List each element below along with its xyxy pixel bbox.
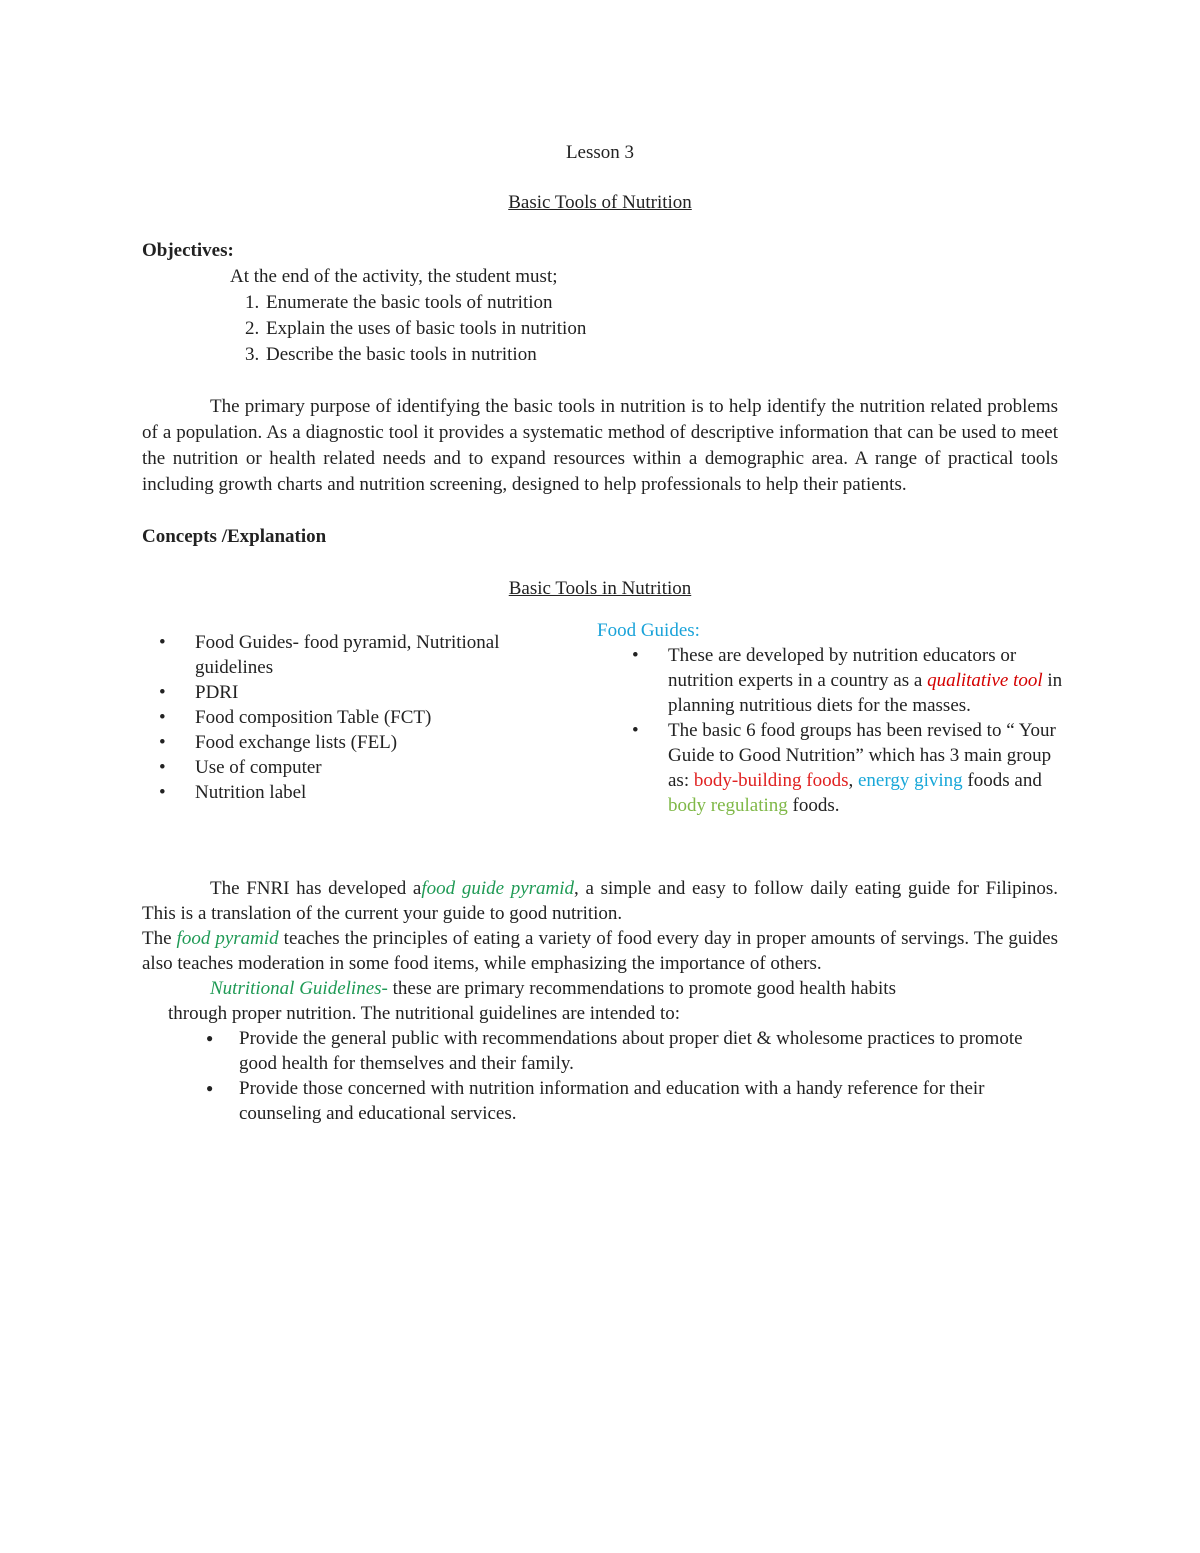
fnri-text: , a simple and easy to follow daily eating guide for Filipinos. This is a translation of the current your guide to good nutrition. <box>142 878 1058 924</box>
guideline-item: ● Provide the general public with recommendations about proper diet & wholesome practices to promote good health for themselves and their family. <box>142 1026 1059 1076</box>
food-guides-item <box>597 643 1067 718</box>
intro-paragraph: The primary purpose of identifying the basic tools in nutrition is to help identify the nutrition related problems of a population. As a diagnostic tool it provides a systematic method of descriptive information that can be used to meet the nutrition or health related needs and to expand resources within a demographic area. A range of practical tools including growth charts and nutrition screening, designed to help professionals to help their patients. <box>142 396 1058 495</box>
tools-list <box>142 630 562 805</box>
tool-item: • Nutrition label <box>142 780 562 805</box>
tool-item: • PDRI <box>142 680 562 705</box>
objective-item: 3. Describe the basic tools in nutrition <box>264 342 1058 368</box>
objectives-intro: At the end of the activity, the student must; <box>230 266 558 287</box>
food-guides-column <box>597 618 1067 818</box>
food-pyramid-paragraph <box>142 926 1058 976</box>
energy-giving-foods: energy giving <box>858 770 963 791</box>
guidelines-intro <box>210 976 1058 1001</box>
objective-item: 1. Enumerate the basic tools of nutrition <box>264 290 1058 316</box>
food-guide-pyramid-highlight: food guide pyramid <box>421 878 575 899</box>
food-pyramid-highlight: food pyramid <box>176 928 279 949</box>
guidelines-continuation: through proper nutrition. The nutritional guidelines are intended to: <box>168 1003 681 1024</box>
body-building-foods: body-building foods <box>693 770 849 791</box>
guideline-item: ● Provide those concerned with nutrition information and education with a handy reference for their counseling and educational services. <box>142 1076 1059 1126</box>
tools-subtitle-text: Basic Tools in Nutrition <box>508 578 692 599</box>
food-pyramid-text: teaches the principles of eating a variety of food every day in proper amounts of servings. The guides also teaches moderation in some food items, while emphasizing the importance of others. <box>142 928 1058 974</box>
guidelines-text: these are primary recommendations to promote good health habits <box>387 978 896 999</box>
body-regulating-foods: body regulating <box>668 795 788 816</box>
lesson-title-text: Basic Tools of Nutrition <box>508 192 692 213</box>
lesson-title <box>142 190 1058 216</box>
concepts-heading: Concepts /Explanation <box>142 526 327 547</box>
food-guides-item-text: The basic 6 food groups has been revised to “ Your Guide to Good Nutrition” which has 3 main group as: <box>668 720 1056 791</box>
objective-item: 2. Explain the uses of basic tools in nutrition <box>264 316 1058 342</box>
guidelines-list <box>142 1026 1058 1126</box>
tool-item: • Use of computer <box>142 755 562 780</box>
tool-item: • Food composition Table (FCT) <box>142 705 562 730</box>
document-page <box>142 140 1063 1126</box>
tools-columns <box>142 618 1063 848</box>
tool-item: • Food exchange lists (FEL) <box>142 730 562 755</box>
food-guides-item-text: in planning nutritious diets for the masses. <box>668 670 1063 716</box>
fnri-paragraph <box>142 876 1058 926</box>
food-guides-heading: Food Guides: <box>597 620 700 641</box>
objectives-list <box>142 290 1058 368</box>
tool-item: • Food Guides- food pyramid, Nutritional guidelines <box>142 630 562 680</box>
food-guides-item-text: foods. <box>787 795 840 816</box>
food-guides-item-text: foods and <box>962 770 1042 791</box>
tools-subtitle <box>142 576 1058 602</box>
tools-list-column <box>142 630 562 805</box>
fnri-text: The FNRI has developed a <box>210 878 422 899</box>
lesson-number: Lesson 3 <box>565 142 635 163</box>
food-guides-list <box>597 643 1067 818</box>
separator-text: , <box>848 770 858 791</box>
objectives-heading: Objectives: <box>142 240 234 261</box>
nutritional-guidelines-label: Nutritional Guidelines- <box>210 978 388 999</box>
qualitative-tool-highlight: qualitative tool <box>927 670 1043 691</box>
food-pyramid-text: The <box>142 928 177 949</box>
food-guides-item-text: These are developed by nutrition educators or nutrition experts in a country as a <box>668 645 1017 691</box>
food-guides-item <box>597 718 1067 818</box>
